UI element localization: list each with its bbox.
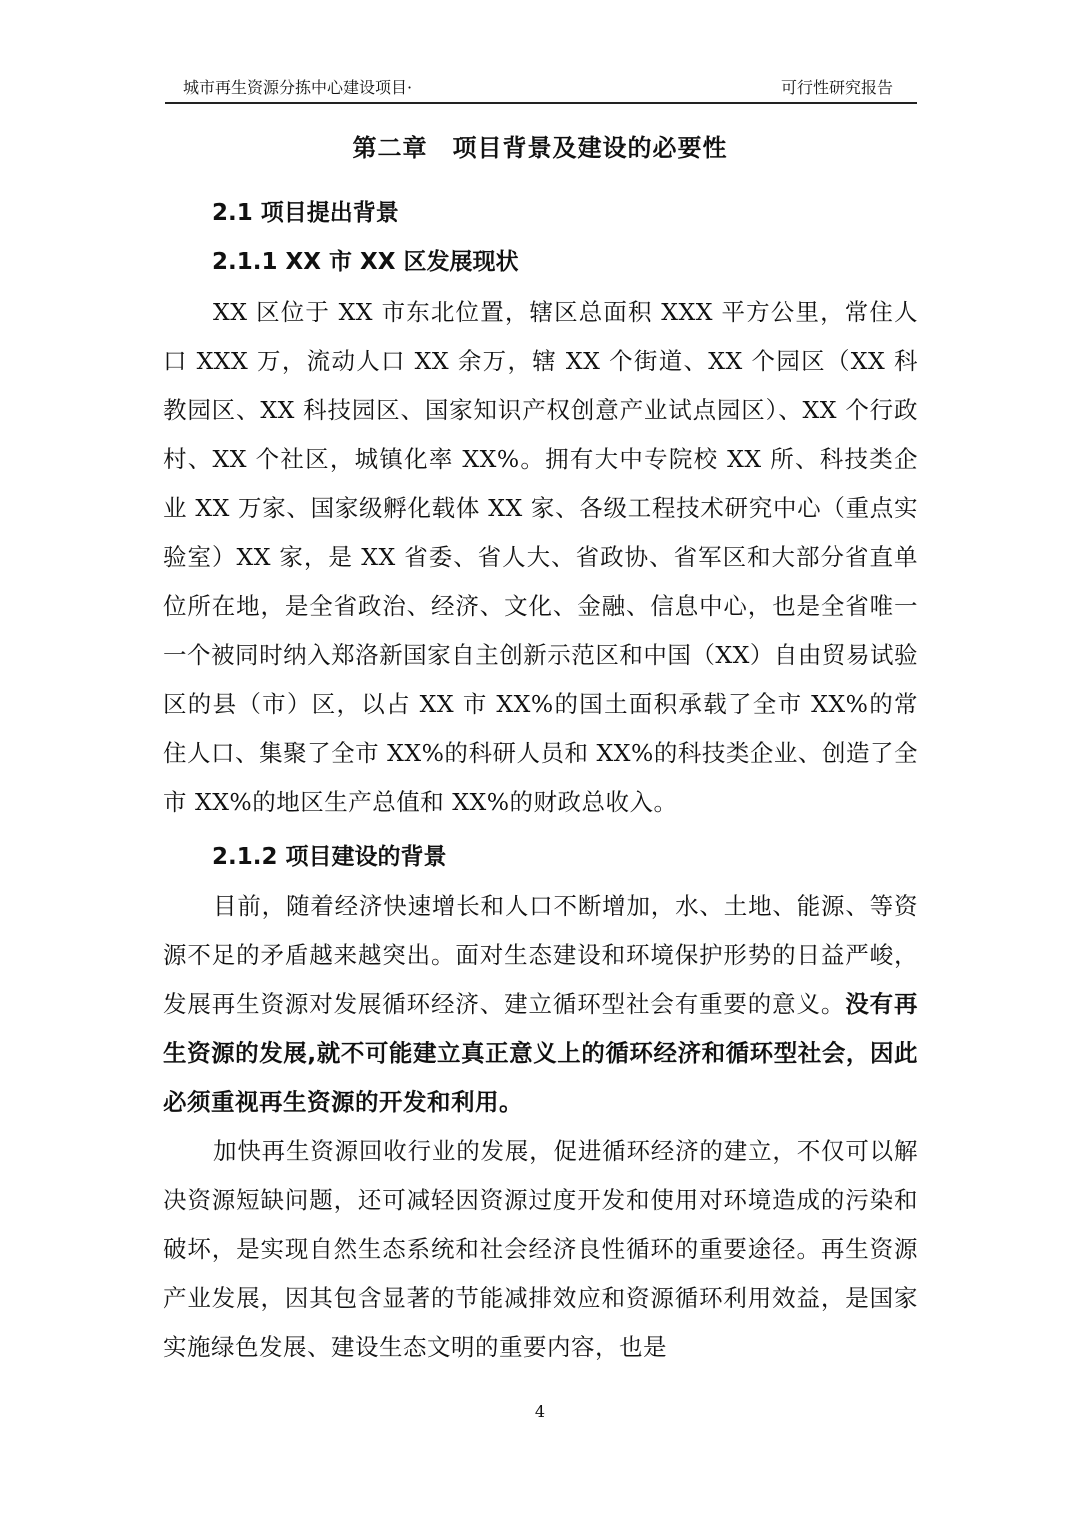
section-heading-2-1-2: 2.1.2 项目建设的背景 — [212, 844, 447, 870]
page-number: 4 — [534, 1402, 546, 1421]
header-report-type: 可行性研究报告 — [780, 78, 893, 97]
chapter-title: 第二章 项目背景及建设的必要性 — [352, 134, 728, 162]
paragraph-project-background — [163, 882, 918, 1372]
header-project-title: 城市再生资源分拣中心建设项目· — [183, 78, 413, 97]
paragraph-text: 加快再生资源回收行业的发展，促进循环经济的建立，不仅可以解决资源短缺问题，还可减轻因资源过度开发和使用对环境造成的污染和破坏，是实现自然生态系统和社会经济良性循环的重要途径。再生资源产业发展，因其包含显著的节能减排效应和资源循环利用效益，是国家实施绿色发展、建设生态文明的重要内容，也是 — [163, 1137, 918, 1361]
section-heading-2-1-1: 2.1.1 XX 市 XX 区发展现状 — [212, 249, 519, 275]
paragraph-text — [163, 882, 918, 1127]
paragraph-emphasis-text: 没有再生资源的发展,就不可能建立真正意义上的循环经济和循环型社会，因此必须重视再生资源的开发和利用。 — [163, 990, 918, 1116]
paragraph-development-status — [163, 288, 918, 827]
paragraph-normal-text: 目前，随着经济快速增长和人口不断增加，水、土地、能源、等资源不足的矛盾越来越突出。面对生态建设和环境保护形势的日益严峻，发展再生资源对发展循环经济、建立循环型社会有重要的意义。 — [163, 892, 918, 1018]
paragraph-text: XX 区位于 XX 市东北位置，辖区总面积 XXX 平方公里，常住人口 XXX 万，流动人口 XX 余万，辖 XX 个街道、XX 个园区（XX 科教园区、XX 科技园区、国家知识产权创意产业试点园区）、XX 个行政村、XX 个社区，城镇化率 XX%。拥有大中专院校 XX 所、科技类企业 XX 万家、国家级孵化载体 XX 家、各级工程技术研究中心（重点实验室）XX 家，是 XX 省委、省人大、省政协、省军区和大部分省直单位所在地，是全省政治、经济、文化、金融、信息中心，也是全省唯一一个被同时纳入郑洛新国家自主创新示范区和中国（XX）自由贸易试验区的县（市）区，以占 XX 市 XX%的国土面积承载了全市 XX%的常住人口、集聚了全市 XX%的科研人员和 XX%的科技类企业、创造了全市 XX%的地区生产总值和 XX%的财政总收入。 — [163, 298, 918, 816]
running-header — [165, 74, 917, 104]
section-heading-2-1: 2.1 项目提出背景 — [212, 200, 399, 226]
